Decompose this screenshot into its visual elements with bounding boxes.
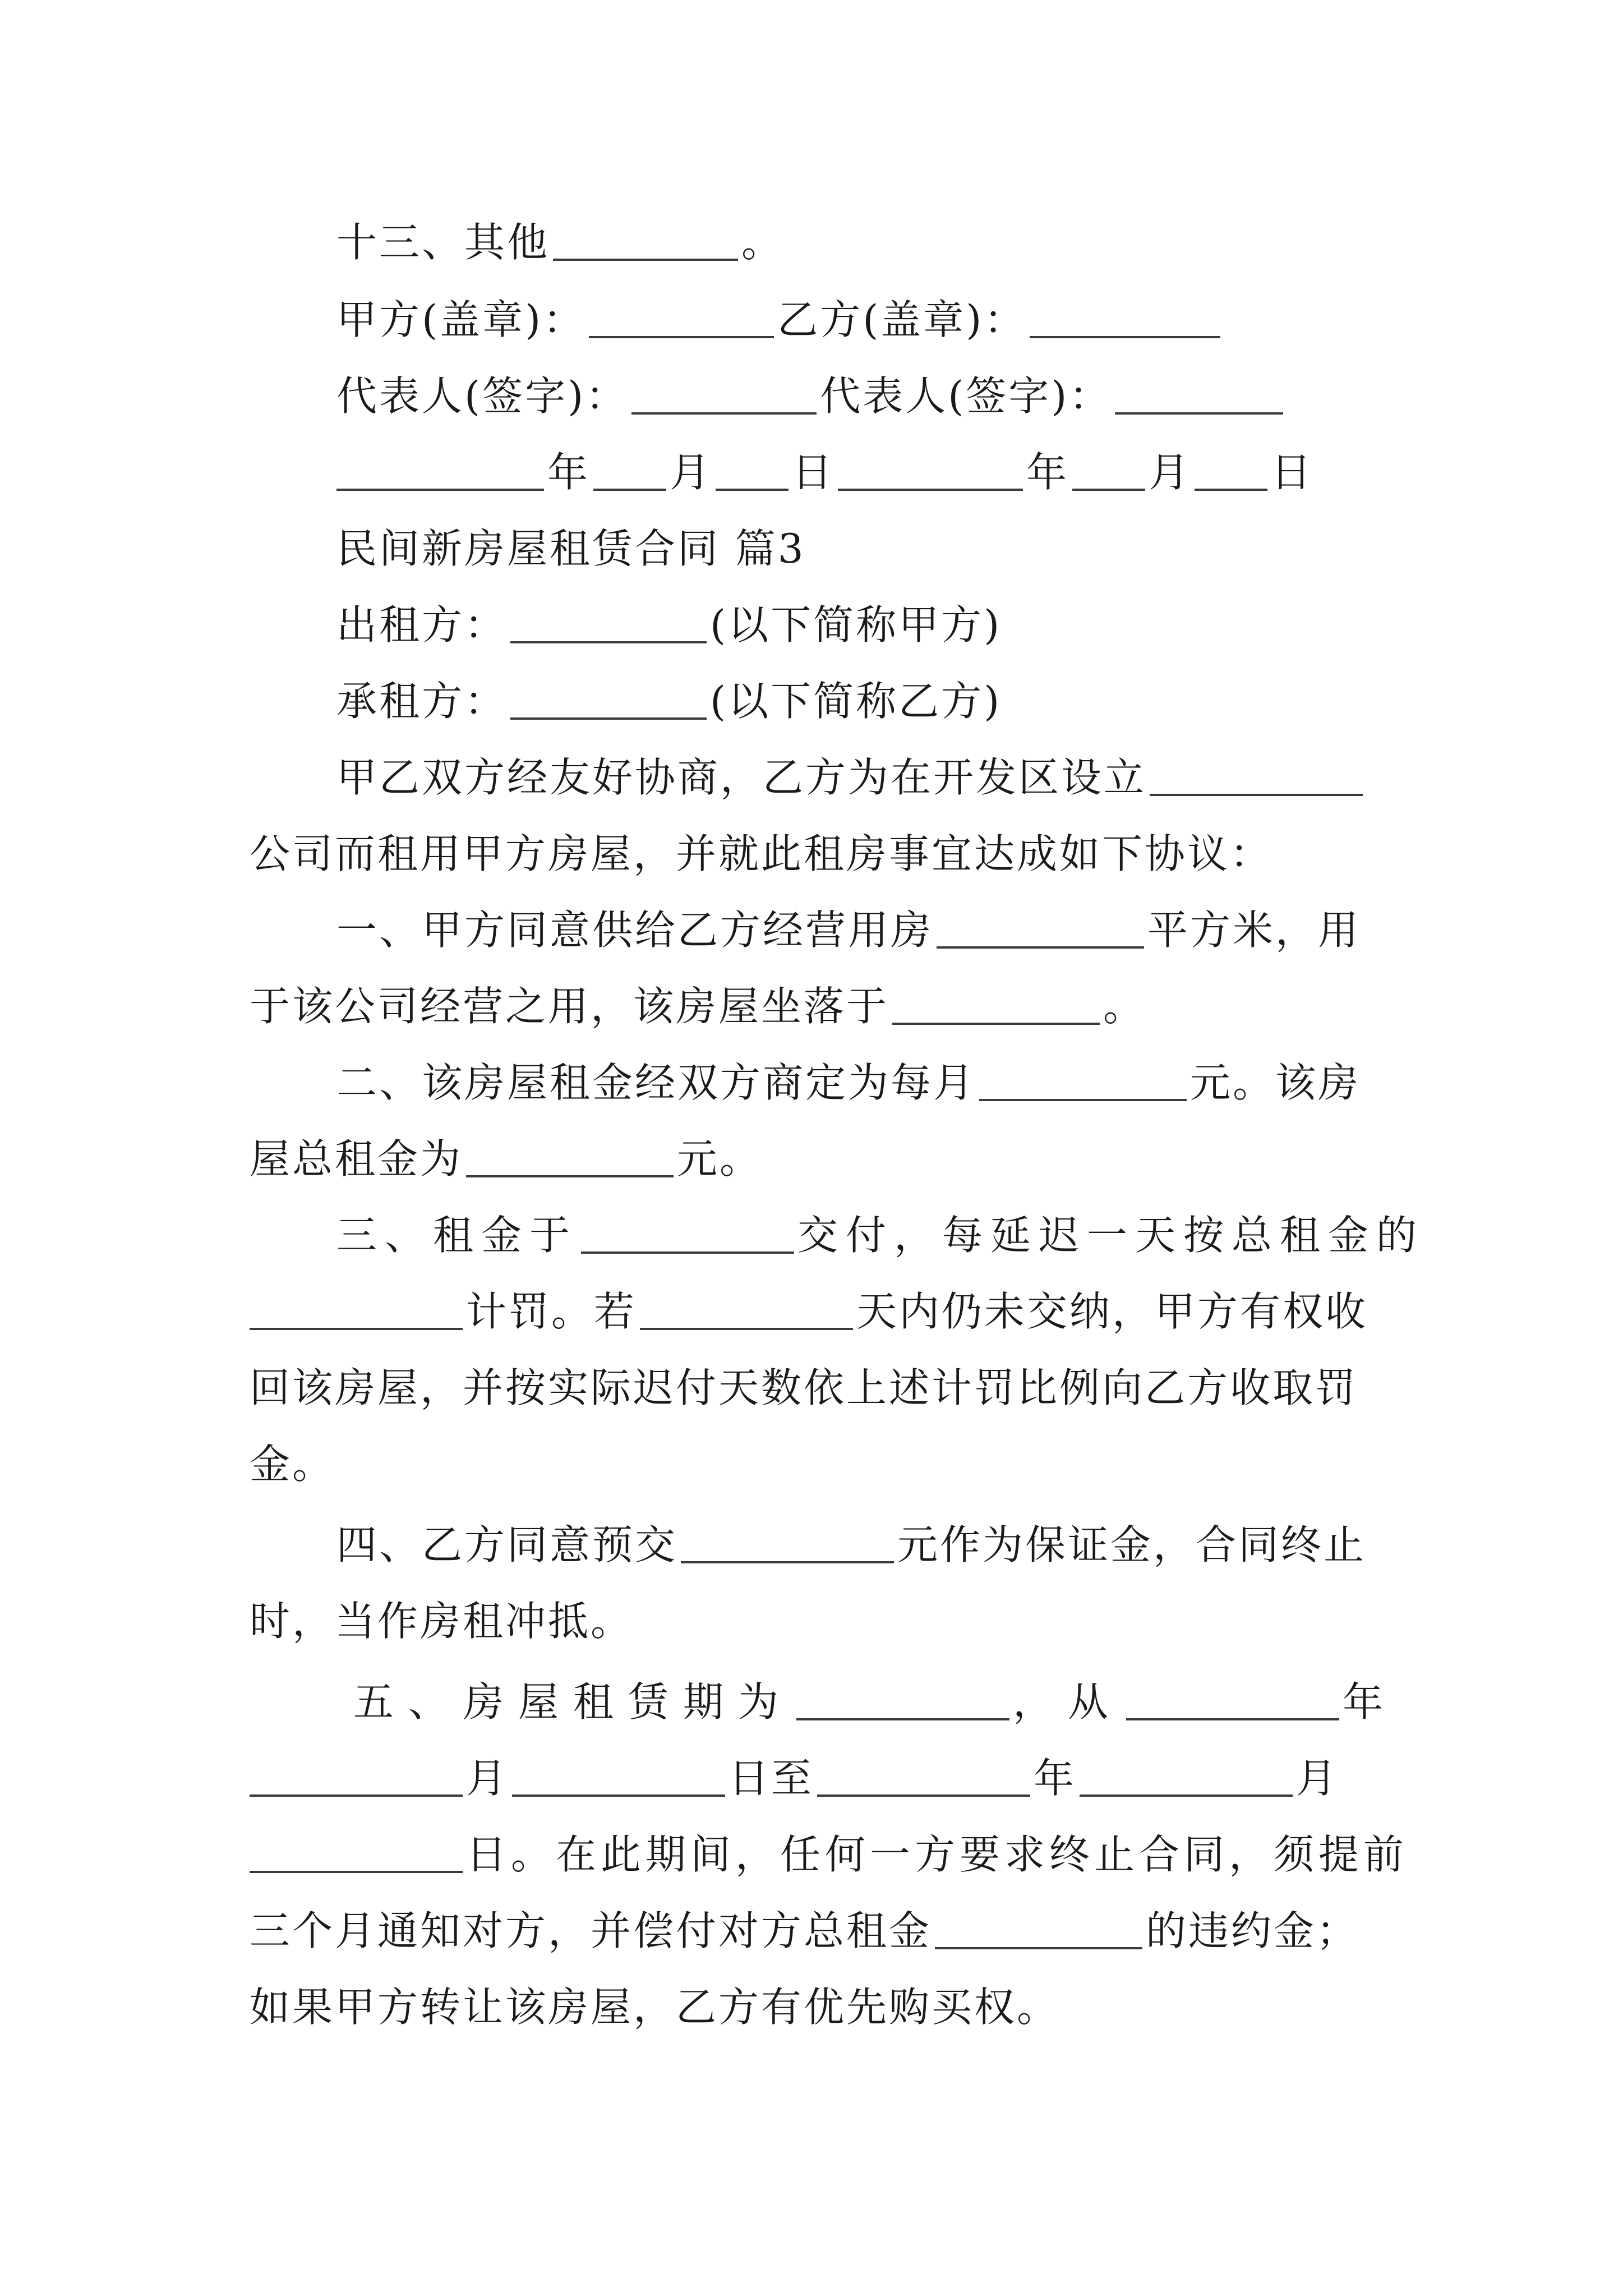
fill-blank (1126, 1718, 1339, 1720)
text-segment: 的违约金； (1146, 1907, 1359, 1954)
fill-blank (716, 489, 789, 491)
text-segment: 二、该房屋租金经双方商定为每月 (336, 1059, 976, 1106)
doc-line (250, 1354, 1358, 1421)
text-segment: 月 (1296, 1755, 1339, 1802)
doc-line (250, 1897, 1359, 1964)
fill-blank (817, 1795, 1030, 1797)
text-segment: 屋总租金为 (250, 1135, 463, 1182)
fill-blank (1195, 489, 1267, 491)
fill-blank (935, 1947, 1142, 1949)
fill-blank (512, 1795, 725, 1797)
text-segment: 如果甲方转让该房屋，乙方有优先购买权。 (250, 1984, 1060, 2031)
doc-line (250, 1430, 335, 1498)
fill-blank (336, 489, 544, 491)
text-segment: 甲方(盖章)： (336, 296, 586, 343)
fill-blank (1072, 489, 1145, 491)
text-segment: 年 (1343, 1678, 1398, 1726)
fill-blank (553, 259, 738, 261)
text-segment: 月 (670, 449, 713, 496)
text-segment: 时，当作房租冲抵。 (250, 1598, 634, 1645)
text-segment: 计罚。若 (466, 1288, 637, 1335)
text-segment: 交付，每延迟一天按总租金的 (797, 1212, 1425, 1259)
text-segment: 月 (1149, 449, 1192, 496)
text-segment: 天内仍未交纳，甲方有权收 (856, 1288, 1368, 1335)
text-segment: 。 (1103, 983, 1146, 1030)
doc-line (250, 1125, 762, 1193)
fill-blank (1150, 794, 1363, 796)
fill-blank (250, 1795, 463, 1797)
fill-blank (581, 1251, 794, 1254)
fill-blank (796, 1718, 1009, 1720)
doc-line (336, 1202, 1424, 1269)
fill-blank (892, 1023, 1100, 1025)
fill-blank (593, 489, 666, 491)
text-segment: 年 (1034, 1755, 1077, 1802)
fill-blank (631, 412, 817, 415)
doc-line (336, 591, 1002, 659)
text-segment: 日 (792, 449, 835, 496)
text-segment: 一、甲方同意供给乙方经营用房 (336, 907, 934, 954)
text-segment: 月 (466, 1755, 509, 1802)
text-segment: 日。在此期间，任何一方要求终止合同，须提前 (466, 1831, 1409, 1878)
text-segment: 甲乙双方经友好协商，乙方为在开发区设立 (336, 754, 1147, 801)
heading-text: 民间新房屋租赁合同 篇3 (336, 525, 806, 572)
fill-blank (681, 1561, 894, 1563)
text-segment: 元。该房 (1190, 1059, 1361, 1106)
doc-line (353, 1668, 1398, 1736)
doc-line (250, 1745, 1339, 1812)
fill-blank (838, 489, 1023, 491)
fill-blank (640, 1328, 853, 1330)
fill-blank (510, 641, 707, 643)
date-line (336, 439, 1313, 506)
text-segment: 公司而租用甲方房屋，并就此租房事宜达成如下协议： (250, 830, 1273, 877)
text-segment: ，从 (1013, 1678, 1123, 1726)
fill-blank (250, 1328, 463, 1330)
text-segment: 年 (547, 449, 591, 496)
text-segment: 日至 (728, 1755, 814, 1802)
doc-line (250, 1588, 633, 1655)
doc-line (336, 744, 1366, 811)
doc-line (250, 1278, 1368, 1345)
fill-blank (1080, 1795, 1293, 1797)
text-segment: 回该房屋，并按实际迟付天数依上述计罚比例向乙方收取罚 (250, 1364, 1358, 1411)
doc-line (250, 1973, 1059, 2041)
text-segment: 出租方： (336, 601, 508, 648)
text-segment: 平方米，用 (1147, 907, 1361, 954)
doc-line (250, 820, 1272, 887)
text-segment: 日 (1271, 449, 1314, 496)
fill-blank (466, 1175, 674, 1177)
fill-blank (510, 717, 707, 720)
fill-blank (589, 336, 774, 338)
text-segment: (以下简称甲方) (710, 601, 1002, 648)
text-segment: 。 (741, 219, 785, 266)
section-heading (336, 515, 806, 582)
doc-line (336, 1511, 1366, 1579)
text-segment: 金。 (250, 1441, 335, 1488)
text-segment: 元。 (677, 1135, 763, 1182)
text-segment: 三个月通知对方，并偿付对方总租金 (250, 1907, 932, 1954)
text-segment: 代表人(签字)： (336, 372, 629, 420)
text-segment: 代表人(签字)： (820, 372, 1112, 420)
text-segment: 三、租金于 (336, 1212, 578, 1259)
text-segment: 元作为保证金，合同终止 (897, 1521, 1367, 1568)
text-segment: 十三、其他 (336, 219, 550, 266)
text-segment: 年 (1026, 449, 1069, 496)
doc-line (336, 896, 1361, 964)
doc-line (336, 209, 784, 276)
text-segment: 四、乙方同意预交 (336, 1521, 678, 1568)
doc-line (336, 1049, 1361, 1116)
doc-line (250, 1821, 1408, 1888)
fill-blank (1030, 336, 1220, 338)
text-segment: 于该公司经营之用，该房屋坐落于 (250, 983, 889, 1030)
fill-blank (937, 946, 1144, 949)
text-segment: 乙方(盖章)： (777, 296, 1027, 343)
doc-line (336, 286, 1224, 353)
fill-blank (250, 1871, 463, 1873)
text-segment: 承租方： (336, 678, 508, 725)
text-segment: 五、房屋租赁期为 (353, 1678, 794, 1726)
doc-line (336, 362, 1287, 430)
text-segment: (以下简称乙方) (710, 678, 1002, 725)
fill-blank (1115, 412, 1283, 415)
fill-blank (979, 1099, 1187, 1101)
doc-line (250, 973, 1146, 1040)
doc-line (336, 668, 1002, 735)
